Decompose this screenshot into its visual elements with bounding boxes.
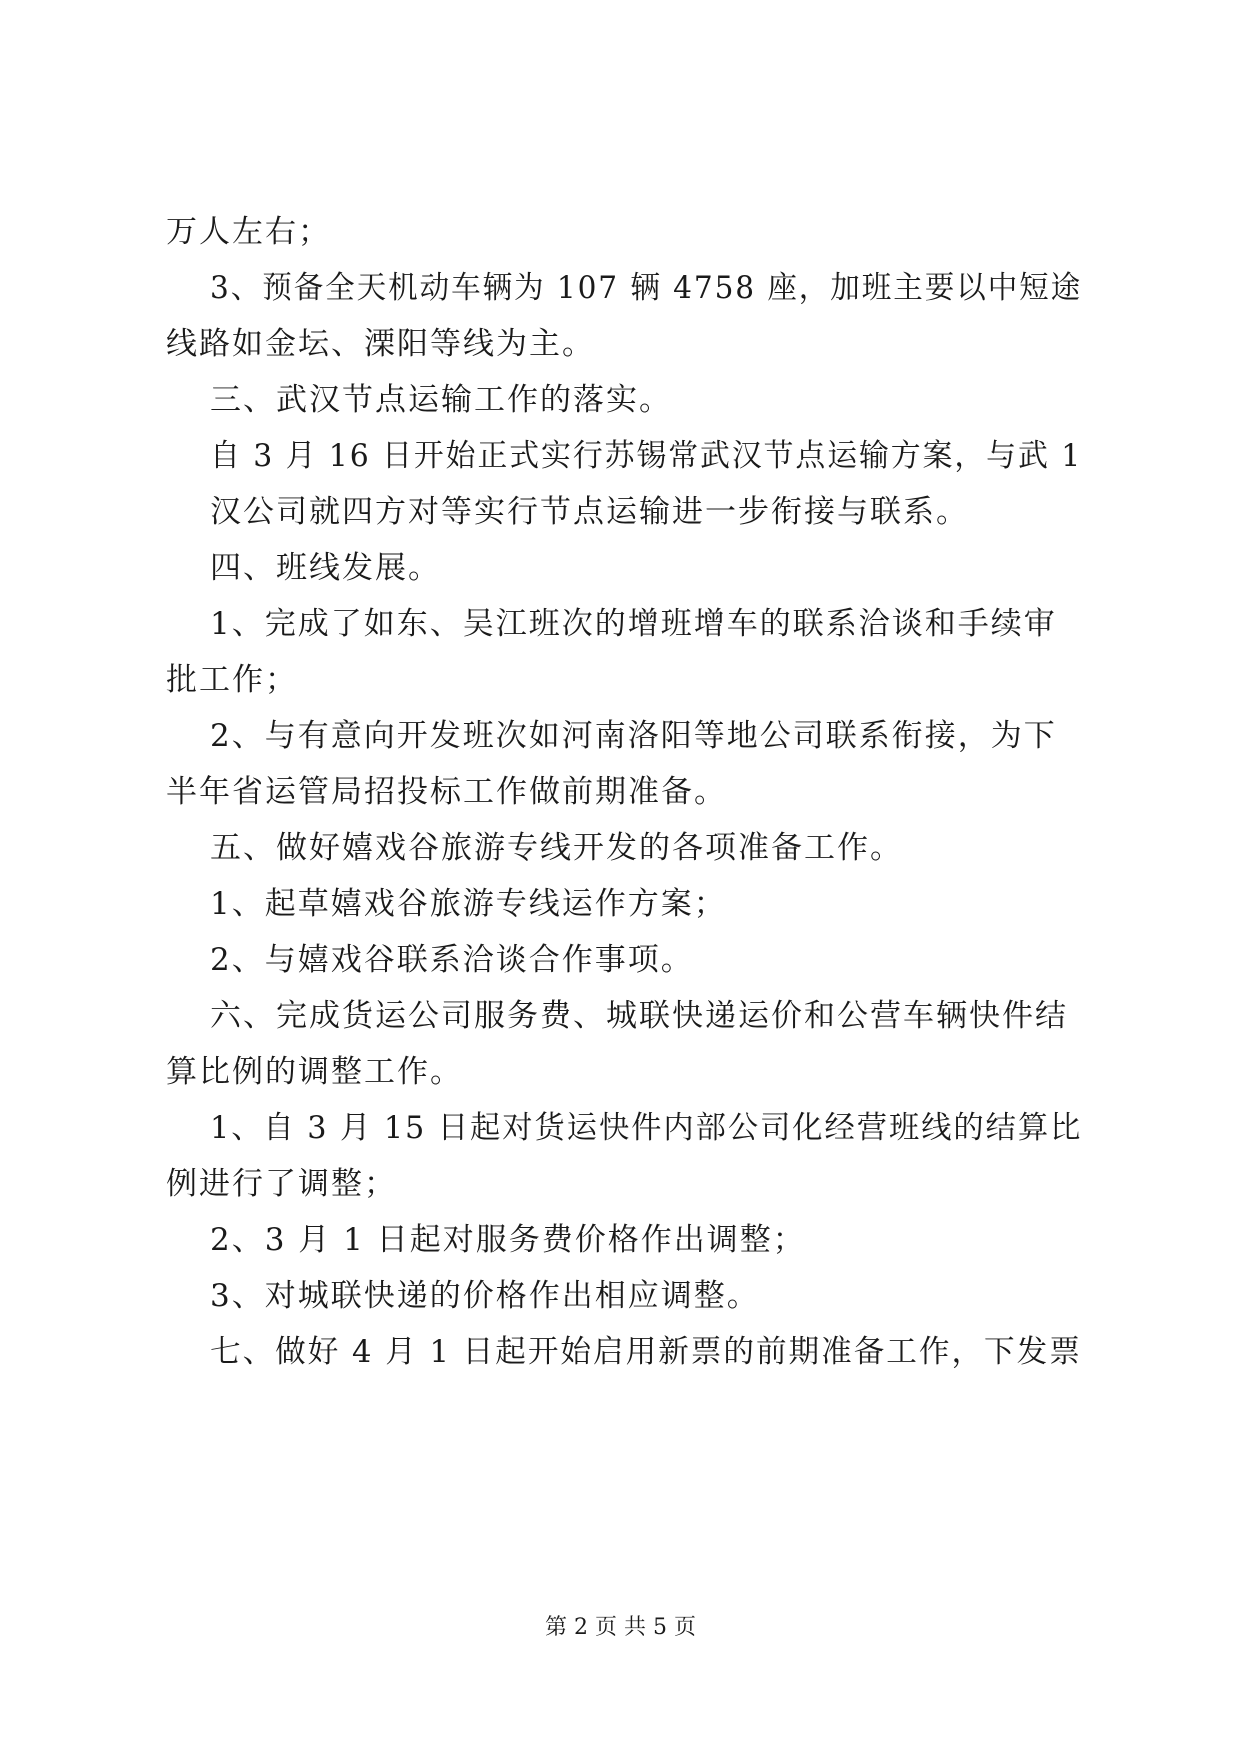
text-line: 五、做好嬉戏谷旅游专线开发的各项准备工作。 bbox=[210, 830, 903, 866]
text-line: 批工作； bbox=[166, 662, 298, 698]
text-line: 2、3 月 1 日起对服务费价格作出调整； bbox=[210, 1222, 806, 1258]
text-line: 3、对城联快递的价格作出相应调整。 bbox=[210, 1278, 760, 1314]
text-line: 1、完成了如东、吴江班次的增班增车的联系洽谈和手续审 bbox=[210, 606, 1057, 642]
text-line: 3、预备全天机动车辆为 107 辆 4758 座，加班主要以中短途 bbox=[210, 270, 1083, 306]
text-line: 自 3 月 16 日开始正式实行苏锡常武汉节点运输方案，与武 1 bbox=[210, 438, 1083, 474]
text-line: 线路如金坛、溧阳等线为主。 bbox=[166, 326, 595, 362]
text-line: 半年省运管局招投标工作做前期准备。 bbox=[166, 774, 727, 810]
text-line: 1、自 3 月 15 日起对货运快件内部公司化经营班线的结算比 bbox=[210, 1110, 1083, 1146]
text-line: 2、与嬉戏谷联系洽谈合作事项。 bbox=[210, 942, 694, 978]
text-line: 六、完成货运公司服务费、城联快递运价和公营车辆快件结 bbox=[210, 998, 1068, 1034]
text-line: 四、班线发展。 bbox=[210, 550, 441, 586]
text-line: 1、起草嬉戏谷旅游专线运作方案； bbox=[210, 886, 727, 922]
text-line: 万人左右； bbox=[166, 214, 331, 250]
text-line: 2、与有意向开发班次如河南洛阳等地公司联系衔接，为下 bbox=[210, 718, 1057, 754]
text-line: 汉公司就四方对等实行节点运输进一步衔接与联系。 bbox=[210, 494, 969, 530]
text-line: 例进行了调整； bbox=[166, 1166, 397, 1202]
text-line: 七、做好 4 月 1 日起开始启用新票的前期准备工作，下发票 bbox=[210, 1334, 1082, 1370]
page-footer: 第 2 页 共 5 页 bbox=[545, 1615, 696, 1640]
text-line: 算比例的调整工作。 bbox=[166, 1054, 463, 1090]
text-line: 三、武汉节点运输工作的落实。 bbox=[210, 382, 672, 418]
